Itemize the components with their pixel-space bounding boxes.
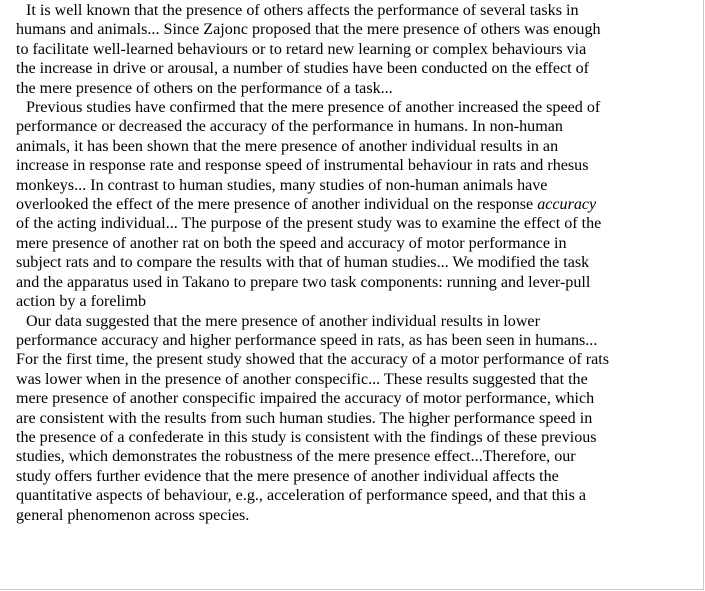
text-line: increase in response rate and response speed of instrumental behaviour in rats and rhesus [16,157,589,175]
text-line: monkeys... In contrast to human studies, many studies of non-human animals have [16,176,548,194]
text-line: of the acting individual... The purpose of the present study was to examine the effect of the [16,215,602,233]
text-line: animals, it has been shown that the mere presence of another individual results in an [16,137,559,155]
text-line: studies, which demonstrates the robustness of the mere presence effect...Therefore, our [16,448,576,466]
text-line: It is well known that the presence of others affects the performance of several tasks in [26,2,579,19]
text-line: and the apparatus used in Takano to prepare two task components: running and lever-pull [16,273,591,291]
text-line: the increase in drive or arousal, a number of studies have been conducted on the effect of [16,60,590,78]
text-line: the mere presence of others on the performance of a task... [16,79,393,97]
text-line: the presence of a confederate in this study is consistent with the findings of these previous [16,428,597,446]
text-line: performance or decreased the accuracy of the performance in humans. In non-human [16,118,563,136]
paragraph-1 [6,1,700,98]
text-line: mere presence of another rat on both the speed and accuracy of motor performance in [16,234,567,252]
italic-emphasis: accuracy [537,196,597,214]
text-line: general phenomenon across species. [16,506,250,524]
text-line: performance accuracy and higher performance speed in rats, as has been seen in humans... [16,331,598,349]
text-line: was lower when in the presence of another conspecific... These results suggested that the [16,370,588,388]
text-line-start: overlooked the effect of the mere presence of another individual on the response [16,196,538,214]
text-line: study offers further evidence that the mere presence of another individual affects the [16,467,559,485]
text-line: subject rats and to compare the results with that of human studies... We modified the task [16,254,590,272]
text-line [6,195,700,214]
text-line: action by a forelimb [16,293,147,311]
text-line: quantitative aspects of behaviour, e.g., acceleration of performance speed, and that this a [16,487,586,505]
paragraph-3 [6,312,700,525]
text-line: are consistent with the results from such human studies. The higher performance speed in [16,409,593,427]
text-line: For the first time, the present study showed that the accuracy of a motor performance of rats [16,351,610,369]
text-line: Our data suggested that the mere presence of another individual results in lower [26,312,540,330]
text-line: humans and animals... Since Zajonc proposed that the mere presence of others was enough [16,21,601,39]
text-line: Previous studies have confirmed that the mere presence of another increased the speed of [26,99,601,117]
text-line: mere presence of another conspecific impaired the accuracy of motor performance, which [16,390,595,408]
paragraph-2 [6,98,700,311]
text-line: to facilitate well-learned behaviours or to retard new learning or complex behaviours via [16,40,587,58]
document-body [6,1,700,525]
